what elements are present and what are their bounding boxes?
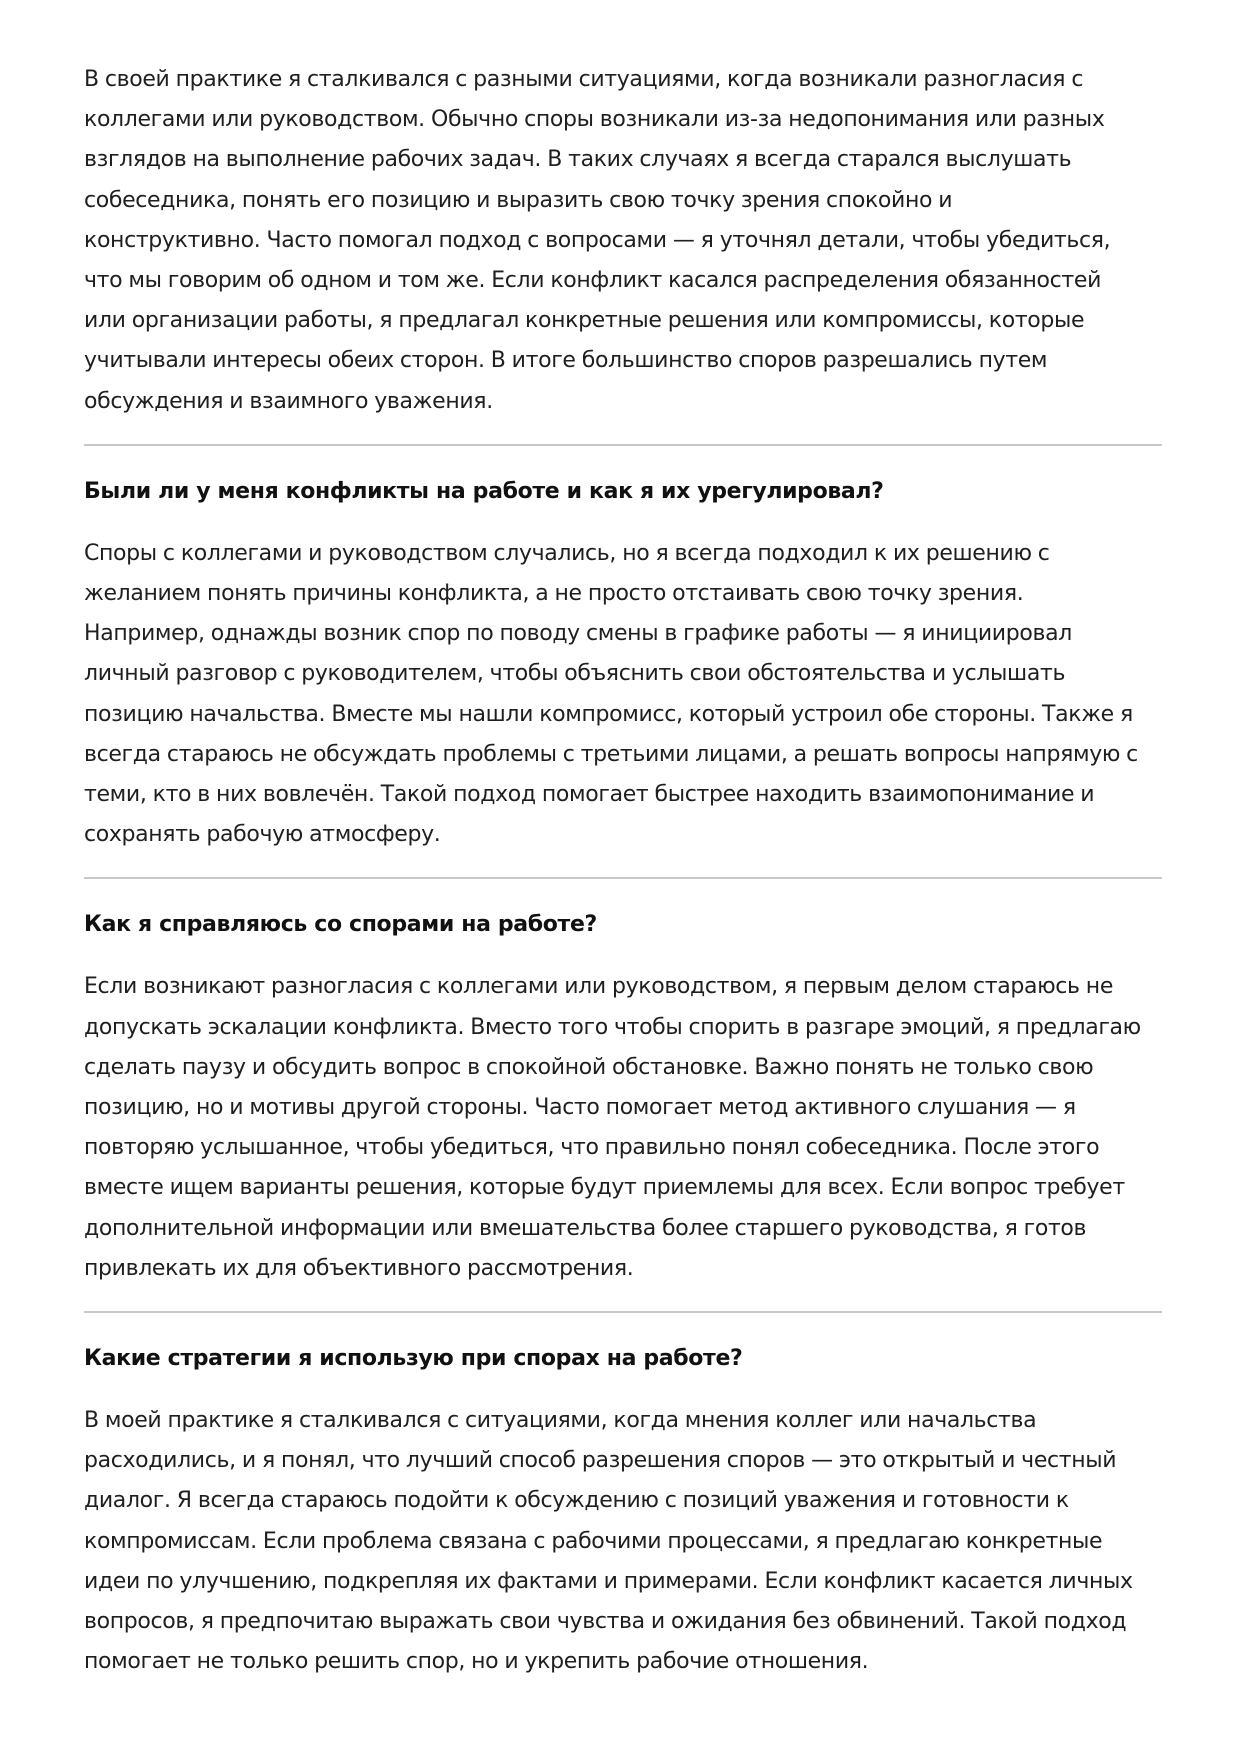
paragraph-line: коллегами или руководством. Обычно споры возникали из-за недопонимания или разных [84,107,1105,133]
paragraph-line: или организации работы, я предлагал конкретные решения или компромиссы, которые [84,308,1085,334]
paragraph-line: допускать эскалации конфликта. Вместо того чтобы спорить в разгаре эмоций, я предлагаю [84,1014,1141,1040]
paragraph-line: В своей практике я сталкивался с разными ситуациями, когда возникали разногласия с [84,67,1084,92]
paragraph-line: личный разговор с руководителем, чтобы объяснить свои обстоятельства и услышать [84,661,1066,687]
paragraph-line: дополнительной информации или вмешательства более старшего руководства, я готов [84,1215,1087,1241]
section-paragraph [84,534,1162,856]
paragraph-line: обсуждения и взаимного уважения. [84,388,493,414]
paragraph-line: вопросов, я предпочитаю выражать свои чувства и ожидания без обвинений. Такой подход [84,1609,1127,1635]
paragraph-line: вместе ищем варианты решения, которые будут приемлемы для всех. Если вопрос требует [84,1175,1125,1201]
paragraph-line: конструктивно. Часто помогал подход с вопросами — я уточнял детали, чтобы убедиться, [84,227,1111,253]
section-heading: Как я справляюсь со спорами на работе? [84,912,597,938]
paragraph-line: желанием понять причины конфликта, а не просто отстаивать свою точку зрения. [84,581,1024,607]
paragraph-line: взглядов на выполнение рабочих задач. В таких случаях я всегда старался выслушать [84,147,1072,173]
paragraph-line: Например, однажды возник спор по поводу смены в графике работы — я инициировал [84,621,1072,647]
paragraph-line: позицию, но и мотивы другой стороны. Часто помогает метод активного слушания — я [84,1095,1076,1121]
section-divider [84,877,1162,879]
document-page [84,60,1162,1683]
section-heading: Были ли у меня конфликты на работе и как я их урегулировал? [84,478,884,504]
paragraph-line: Если возникают разногласия с коллегами или руководством, я первым делом стараюсь не [84,974,1114,1000]
paragraph-line: сделать паузу и обсудить вопрос в спокойной обстановке. Важно понять не только свою [84,1054,1094,1080]
paragraph-line: компромиссам. Если проблема связана с рабочими процессами, я предлагаю конкретные [84,1528,1103,1554]
section-divider [84,1311,1162,1313]
section-divider [84,444,1162,446]
paragraph-line: теми, кто в них вовлечён. Такой подход помогает быстрее находить взаимопонимание и [84,782,1095,808]
paragraph-line: В моей практике я сталкивался с ситуациями, когда мнения коллег или начальства [84,1408,1037,1434]
paragraph-line: собеседника, понять его позицию и выразить свою точку зрения спокойно и [84,187,953,213]
paragraph-line: учитывали интересы обеих сторон. В итоге большинство споров разрешались путем [84,348,1048,374]
section-paragraph [84,1401,1162,1682]
paragraph-line: расходились, и я понял, что лучший способ разрешения споров — это открытый и честный [84,1448,1117,1474]
section-paragraph [84,967,1162,1289]
paragraph-line: Споры с коллегами и руководством случались, но я всегда подходил к их решению с [84,540,1050,566]
paragraph-line: позицию начальства. Вместе мы нашли компромисс, который устроил обе стороны. Также я [84,701,1133,727]
paragraph-line: что мы говорим об одном и том же. Если конфликт касался распределения обязанностей [84,268,1102,294]
paragraph-line: диалог. Я всегда стараюсь подойти к обсуждению с позиций уважения и готовности к [84,1488,1069,1514]
paragraph-line: помогает не только решить спор, но и укрепить рабочие отношения. [84,1649,869,1675]
paragraph-line: всегда стараюсь не обсуждать проблемы с третьими лицами, а решать вопросы напрямую с [84,741,1138,767]
section-heading: Какие стратегии я использую при спорах на работе? [84,1346,743,1372]
paragraph-line: сохранять рабочую атмосферу. [84,822,441,848]
paragraph-line: идеи по улучшению, подкрепляя их фактами и примерами. Если конфликт касается личных [84,1568,1133,1594]
paragraph-line: привлекать их для объективного рассмотрения. [84,1255,634,1281]
intro-paragraph [84,60,1162,422]
paragraph-line: повторяю услышанное, чтобы убедиться, что правильно понял собеседника. После этого [84,1135,1100,1161]
